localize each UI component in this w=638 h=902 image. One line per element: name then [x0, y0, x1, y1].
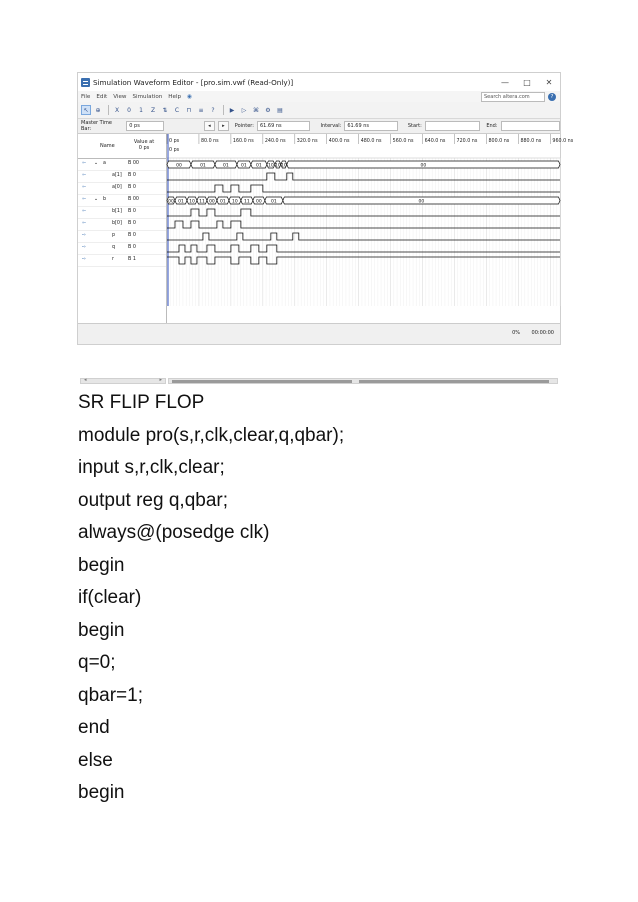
bus-value-label: 00 — [176, 163, 182, 169]
code-line: input s,r,clk,clear; — [78, 457, 225, 478]
toolbar-separator — [108, 105, 109, 115]
interval-label: Interval: — [320, 123, 342, 129]
maximize-icon[interactable]: □ — [523, 77, 531, 87]
bus-value-label: 00 — [209, 199, 215, 205]
bus-value-label: 10 — [280, 163, 287, 169]
interval-field: 61.69 ns — [344, 121, 398, 131]
output-icon: ⇨ — [82, 257, 86, 262]
menu-bar — [78, 91, 560, 102]
previous-transition-icon[interactable]: ◂ — [204, 121, 215, 131]
bus-input-icon: ⇦ — [82, 197, 86, 202]
name-column-header — [78, 134, 122, 159]
time-tick-label: 320.0 ns — [296, 139, 318, 144]
input-icon: ⇦ — [82, 185, 86, 190]
name-header-label: Name — [100, 143, 115, 149]
search-input[interactable]: Search altera.com — [481, 92, 545, 102]
arbitrary-value-icon[interactable]: ≡ — [198, 106, 204, 114]
bus-value-label: 11 — [199, 199, 205, 205]
bus-value-label: 01 — [255, 163, 262, 169]
bus-value-label: 10 — [232, 199, 238, 205]
signal-value: B 0 — [128, 185, 136, 190]
zoom-tool-icon[interactable]: ⊕ — [95, 106, 101, 114]
generate-netlist-icon[interactable]: ⌘ — [253, 106, 259, 114]
input-icon: ⇦ — [82, 209, 86, 214]
code-line: begin — [78, 782, 125, 803]
start-label: Start: — [407, 123, 422, 129]
bus-input-icon: ⇦ — [82, 161, 86, 166]
code-line: else — [78, 749, 113, 771]
testbench-icon[interactable]: ⚙ — [265, 106, 271, 114]
bus-value-label: 10 — [189, 199, 195, 205]
signal-name: a[0] — [112, 185, 122, 190]
count-value-icon[interactable]: C — [174, 106, 180, 114]
selection-tool-icon[interactable]: ↖ — [81, 105, 91, 115]
random-value-icon[interactable]: ? — [211, 106, 215, 114]
signal-name: p — [112, 233, 116, 238]
start-field — [425, 121, 481, 131]
time-tick-label: 0 ps — [169, 139, 180, 144]
waveform-editor-window — [77, 72, 574, 383]
signal-row[interactable] — [78, 254, 166, 267]
signal-value: B 0 — [128, 173, 136, 178]
signal-name: b — [103, 197, 107, 202]
value-column-header — [122, 134, 166, 159]
report-icon[interactable]: ▤ — [277, 106, 283, 114]
signal-value: B 00 — [128, 197, 139, 202]
signal-name: a — [103, 161, 106, 166]
value-time-label: 0 ps — [138, 145, 150, 151]
signal-value: B 0 — [128, 209, 136, 214]
master-time-field[interactable]: 0 ps — [126, 121, 164, 131]
toolbar-separator — [223, 105, 224, 115]
window-title: Simulation Waveform Editor - [pro.sim.vwf (Read-Only)] — [93, 77, 294, 87]
signal-name-panel — [78, 134, 167, 326]
time-tick-label: 80.0 ns — [200, 139, 219, 144]
chevron-down-icon[interactable]: ⌄ — [94, 197, 99, 202]
output-icon: ⇨ — [82, 245, 86, 250]
bus-value-label: 00 — [418, 199, 425, 205]
output-icon: ⇨ — [82, 233, 86, 238]
time-tick-label: 720.0 ns — [456, 139, 478, 144]
wave-scroll-thumb-right[interactable] — [359, 380, 549, 383]
bus-value-label: 10 — [267, 163, 274, 169]
name-scrollbar[interactable]: ◂ ▸ — [80, 378, 166, 384]
time-tick-label: 880.0 ns — [520, 139, 542, 144]
time-tick-label: 640.0 ns — [424, 139, 446, 144]
menu-help[interactable]: Help — [168, 93, 182, 100]
feedback-icon[interactable]: ◉ — [187, 93, 192, 100]
value-at-label: Value at — [133, 139, 155, 145]
bus-value-label: 01 — [200, 163, 206, 169]
close-icon[interactable]: ✕ — [545, 77, 553, 87]
time-tick-label: 560.0 ns — [392, 139, 414, 144]
code-line: module pro(s,r,clk,clear,q,qbar); — [78, 424, 345, 446]
menu-edit[interactable]: Edit — [96, 93, 108, 100]
signal-name: q — [112, 245, 116, 250]
signal-value: B 1 — [128, 257, 136, 262]
time-bar — [78, 119, 560, 134]
input-icon: ⇦ — [82, 221, 86, 226]
time-tick-label: 960.0 ns — [552, 139, 574, 144]
menu-view[interactable]: View — [113, 93, 127, 100]
clock-icon[interactable]: ⊓ — [186, 106, 192, 114]
force-unknown-icon[interactable]: X — [114, 106, 120, 114]
time-tick-label: 160.0 ns — [232, 139, 254, 144]
pointer-field: 61.69 ns — [257, 121, 311, 131]
bus-value-label: 00 — [420, 163, 427, 169]
code-line: end — [78, 717, 110, 738]
code-line: always@(posedge clk) — [78, 522, 270, 543]
signal-name: b[0] — [112, 221, 122, 226]
waveform-canvas[interactable] — [167, 134, 574, 306]
time-tick-label: 480.0 ns — [360, 139, 382, 144]
run-timing-simulation-icon[interactable]: ▷ — [241, 106, 247, 114]
bus-value-label: 11 — [244, 199, 250, 205]
window-controls — [494, 78, 560, 87]
chevron-down-icon[interactable]: ⌄ — [94, 161, 99, 166]
bus-value-label: 01 — [270, 199, 277, 205]
waveform-area — [78, 133, 574, 383]
run-functional-simulation-icon[interactable]: ▶ — [229, 106, 235, 114]
bus-value-label: 01 — [223, 163, 229, 169]
signal-value: B 0 — [128, 221, 136, 226]
wave-scrollbar[interactable] — [168, 378, 558, 384]
bus-value-label: 00 — [255, 199, 262, 205]
elapsed-time: 00:00:00 — [531, 330, 554, 336]
signal-name: b[1] — [112, 209, 122, 214]
code-line: qbar=1; — [78, 684, 143, 706]
time-tick-label: 240.0 ns — [264, 139, 286, 144]
end-label: End: — [486, 123, 498, 129]
minimize-icon[interactable]: — — [501, 77, 509, 87]
master-time-label: Master Time Bar: — [81, 120, 112, 132]
code-line: begin — [78, 619, 125, 641]
app-icon — [81, 78, 90, 87]
menu-file[interactable]: File — [81, 93, 91, 100]
wave-background — [167, 134, 560, 306]
cursor-label: 0 ps — [169, 148, 180, 153]
bus-value-label: 00 — [168, 199, 174, 205]
end-field — [501, 121, 561, 131]
code-line: output reg q,qbar; — [78, 489, 228, 511]
force-low-icon[interactable]: 0 — [127, 106, 131, 114]
next-transition-icon[interactable]: ▸ — [218, 121, 229, 131]
help-icon[interactable]: ? — [548, 93, 556, 101]
toolbar — [78, 102, 560, 119]
document-heading: SR FLIP FLOP — [78, 392, 205, 413]
invert-icon[interactable]: ⇅ — [162, 106, 168, 114]
bus-value-label: 01 — [178, 199, 184, 205]
input-icon: ⇦ — [82, 173, 86, 178]
pointer-label: Pointer: — [234, 123, 254, 129]
signal-name: r — [112, 257, 114, 262]
wave-scroll-thumb-left[interactable] — [172, 380, 352, 383]
signal-value: B 0 — [128, 233, 136, 238]
signal-value: B 0 — [128, 245, 136, 250]
progress-text: 0% — [512, 330, 520, 336]
time-tick-label: 800.0 ns — [488, 139, 510, 144]
signal-name: a[1] — [112, 173, 122, 178]
high-impedance-icon[interactable]: Z — [150, 106, 156, 114]
code-line: q=0; — [78, 652, 116, 673]
bus-value-label: 10 — [274, 163, 281, 169]
bus-value-label: 01 — [241, 163, 247, 169]
code-line: if(clear) — [78, 587, 142, 608]
code-line: begin — [78, 554, 125, 576]
signal-value: B 00 — [128, 161, 139, 166]
menu-simulation[interactable]: Simulation — [132, 93, 163, 100]
force-high-icon[interactable]: 1 — [139, 106, 143, 114]
title-bar — [78, 73, 560, 91]
bus-value-label: 01 — [220, 199, 226, 205]
status-bar — [78, 323, 560, 344]
time-tick-label: 400.0 ns — [328, 139, 350, 144]
